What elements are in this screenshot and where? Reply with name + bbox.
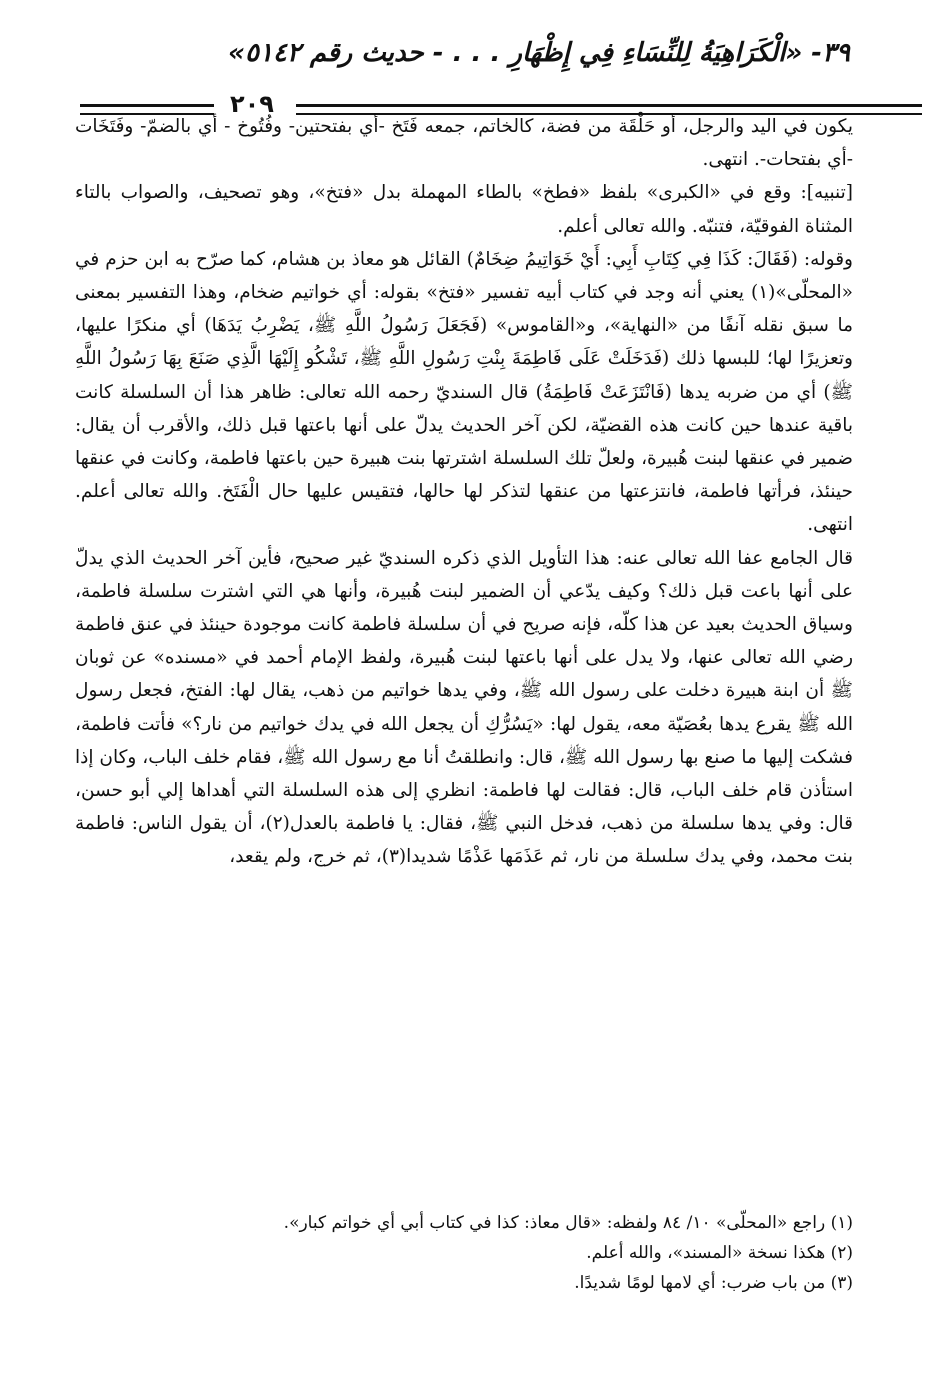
page-header [70, 30, 850, 118]
body-text [75, 110, 853, 874]
paragraph-1: يكون في اليد والرجل، أو حَلْقَة من فضة، كالخاتم، جمعه فَتَخ -أي بفتحتين- وفُتُوخ - أي بالضمّ- وفَتَخَات -أي بفتحات-. انتهى. [75, 116, 853, 171]
paragraph-3: وقوله: (فَقَالَ: كَذَا فِي كِتَابِ أَبِي: أَيْ خَوَاتِيمُ ضِخَامٌ) القائل هو معاذ بن هشام، كما صرّح به ابن حزم في «المحلّى»(١) يعني أنه وجد في كتاب أبيه تفسير «فتخ» بقوله: أي خواتيم ضخام، وهذا التفسير بمعنى ما سبق نقله آنفًا من «النهاية»، و«القاموس» (فَجَعَلَ رَسُولُ اللَّهِ ﷺ، يَضْرِبُ يَدَهَا) أي منكرًا عليها، وتعزيرًا لها؛ للبسها ذلك (فَدَخَلَتْ عَلَى فَاطِمَةَ بِنْتِ رَسُولِ اللَّهِ ﷺ، تَشْكُو إِلَيْهَا الَّذِي صَنَعَ بِهَا رَسُولُ اللَّهِ ﷺ) أي من ضربه يدها (فَانْتَزَعَتْ فَاطِمَةُ) قال السنديّ رحمه الله تعالى: ظاهر هذا أن السلسلة كانت باقية عندها حين كانت هذه القضيّة، لكن آخر الحديث يدلّ على أنها باعتها قبل ذلك، والأقرب أن يقال: ضمير في عنقها لبنت هُبيرة، ولعلّ تلك السلسلة اشترتها بنت هبيرة حين باعتها فاطمة، وكانت في عنقها حينئذ، فرأتها فاطمة، فانتزعتها من عنقها لتذكر لها حالها، فتقيس عليها حال الْفَتَخ. والله تعالى أعلم. انتهى. [75, 248, 853, 536]
running-title: ٣٩- «الْكَرَاهِيَةُ لِلنِّسَاءِ فِي إِظْهَارِ . . . - حديث رقم ٥١٤٢» [228, 38, 850, 68]
paragraph-2: [تنبيه]: وقع في «الكبرى» بلفظ «فطخ» بالطاء المهملة بدل «فتخ»، وهو تصحيف، والصواب بالتاء المثناة الفوقيّة، فتنبّه. والله تعالى أعلم. [75, 182, 853, 237]
footnote-2: (٢) هكذا نسخة «المسند»، والله أعلم. [586, 1243, 853, 1263]
page-number: ٢٠٩ [230, 90, 274, 118]
footnotes [75, 1208, 853, 1298]
footnote-1: (١) راجع «المحلّى» ١٠/ ٨٤ ولفظه: «قال معاذ: كذا في كتاب أبي أي خواتم كبار». [283, 1213, 853, 1233]
footnote-3: (٣) من باب ضرب: أي لامها لومًا شديدًا. [574, 1273, 853, 1293]
paragraph-4: قال الجامع عفا الله تعالى عنه: هذا التأويل الذي ذكره السنديّ غير صحيح، فأين آخر الحديث الذي يدلّ على أنها باعت قبل ذلك؟ وكيف يدّعي أن الضمير لبنت هُبيرة، وأنها هي التي اشترت سلسلة فاطمة، وسياق الحديث بعيد عن هذا كلّه، فإنه صريح في أن سلسلة فاطمة كانت موجودة حينئذ في عنق فاطمة رضي الله تعالى عنها، ولا يدل على أنها باعتها لبنت هُبيرة، ولفظ الإمام أحمد في «مسنده» عن ثوبان ﷺ أن ابنة هبيرة دخلت على رسول الله ﷺ، وفي يدها خواتيم من ذهب، يقال لها: الفتخ، فجعل رسول الله ﷺ يقرع يدها بعُصَيّة معه، يقول لها: «يَسُرُّكِ أن يجعل الله في يدك خواتيم من نار؟» فأتت فاطمة، فشكت إليها ما صنع بها رسول الله ﷺ، قال: وانطلقتُ أنا مع رسول الله ﷺ، فقام خلف الباب، وكان إذا استأذن قام خلف الباب، قال: فقالت لها فاطمة: انظري إلى هذه السلسلة التي أهداها إلي أبو حسن، قال: وفي يدها سلسلة من ذهب، فدخل النبي ﷺ، فقال: يا فاطمة بالعدل(٢)، أن يقول الناس: فاطمة بنت محمد، وفي يدك سلسلة من نار، ثم عَذَمَها عَذْمًا شديدا(٣)، ثم خرج، ولم يقعد، [75, 547, 853, 868]
